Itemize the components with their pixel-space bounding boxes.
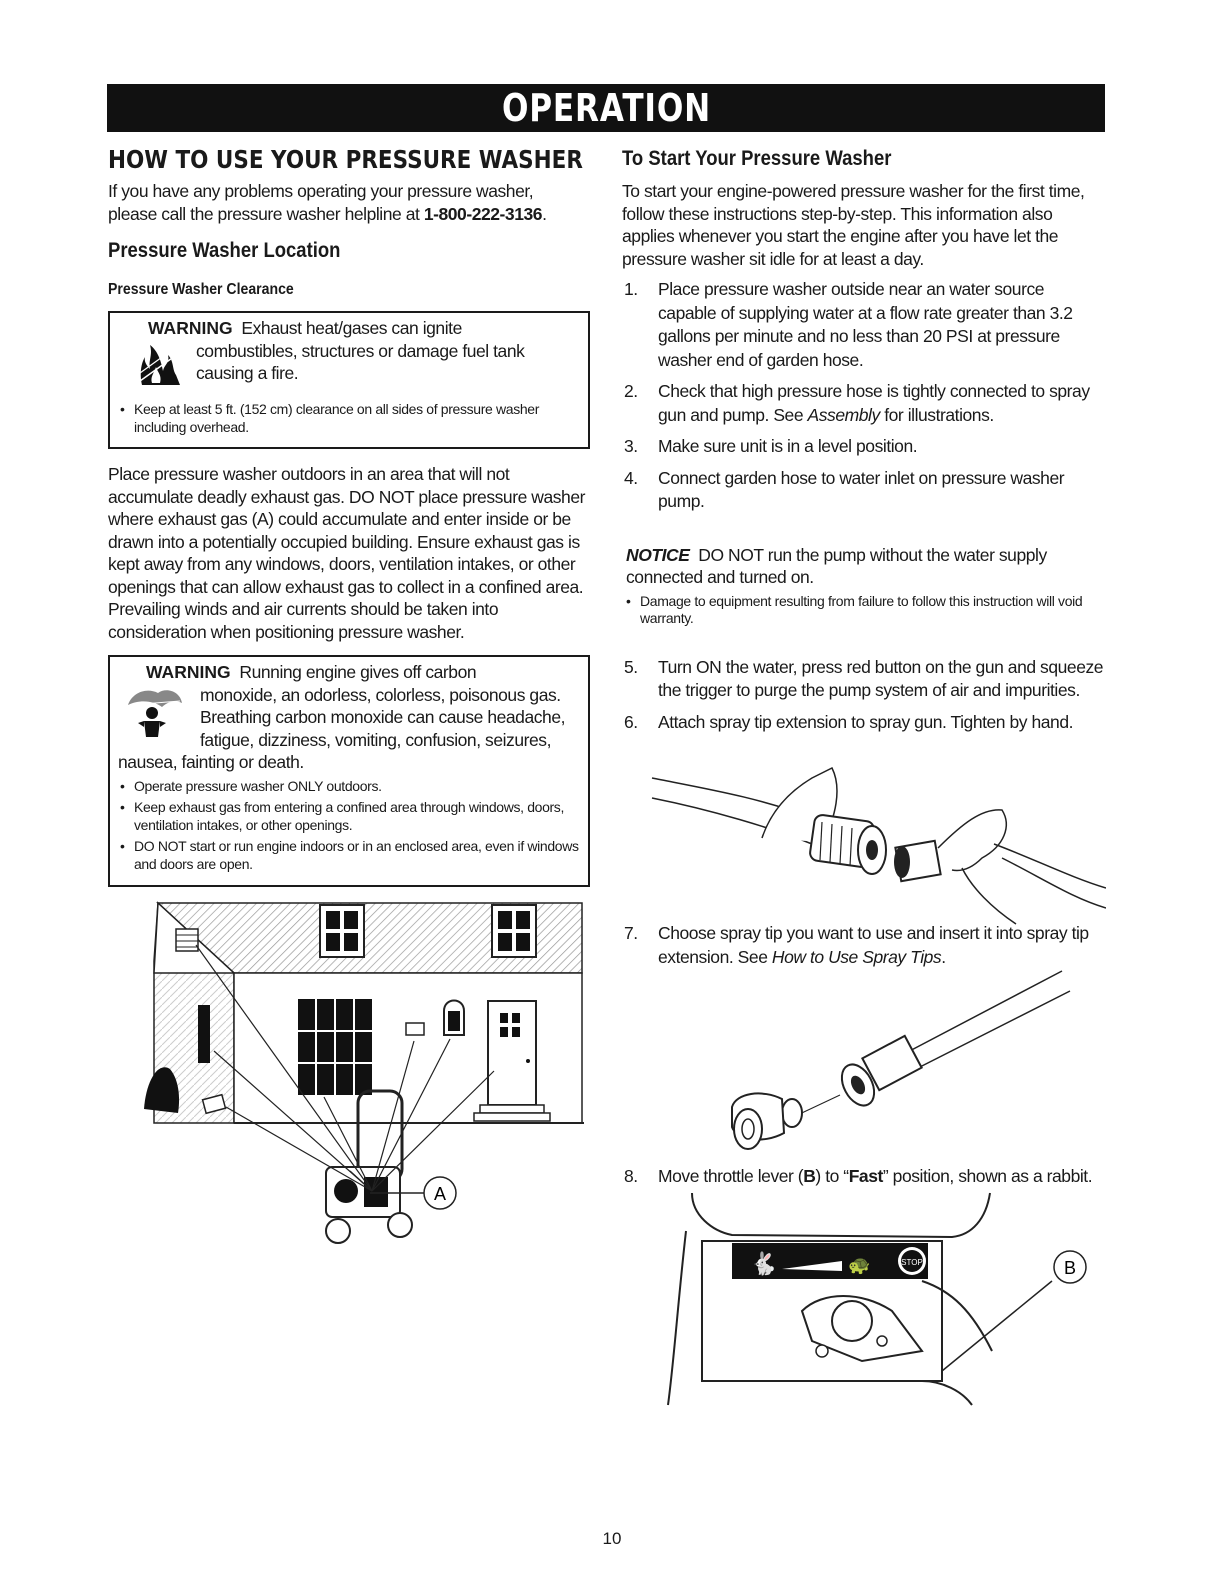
step-number: 5. xyxy=(624,656,638,677)
turtle-icon: 🐢 xyxy=(848,1254,871,1276)
step-number: 1. xyxy=(624,279,638,299)
intro-paragraph xyxy=(108,180,590,225)
step-text: Connect garden hose to water inlet on pressure washer pump. xyxy=(658,467,1065,511)
co-warning-line-2: monoxide, an odorless, colorless, poisonous gas. xyxy=(200,684,561,705)
co-warning-line-5: nausea, fainting or death. xyxy=(118,752,304,772)
fire-warning-line-2: combustibles, structures or damage fuel tank xyxy=(196,340,525,361)
step-item xyxy=(622,711,1106,735)
bullet-item: • DO NOT start or run engine indoors or in an enclosed area, even if windows and doors are open. xyxy=(118,838,580,873)
co-warning-header xyxy=(118,661,580,774)
banner-title: OPERATION xyxy=(501,86,711,130)
start-intro: To start your engine-powered pressure washer for the first time, follow these instructions step-by-step. This information also applies whenever you start the engine after you have let the pressure washer sit idle for at least a day. xyxy=(622,181,1085,269)
step-number: 8. xyxy=(624,1166,638,1186)
right-column xyxy=(622,140,1106,1407)
spray-tip-extension-illustration xyxy=(622,738,1106,928)
location-paragraph: Place pressure washer outdoors in an area that will not accumulate deadly exhaust gas. DO NOT place pressure washer where exhaust gas (A) could accumulate and enter inside or be drawn into a potentially occupied building. Ensure exhaust gas is kept away from any windows, doors, ventilation intakes, or other openings that can allow exhaust gas to collect in a confined area. Prevailing winds and air currents should be taken into consideration when positioning pressure washer. xyxy=(108,464,585,642)
fast-label: Fast xyxy=(848,1166,883,1186)
step-number: 4. xyxy=(624,467,638,488)
helpline-phone: 1-800-222-3136 xyxy=(423,203,543,224)
notice-bullets xyxy=(624,593,1106,628)
fire-warning-line-3: causing a fire. xyxy=(196,363,299,383)
co-warning-line-1: Running engine gives off carbon xyxy=(239,662,477,682)
step-number: 6. xyxy=(624,711,638,732)
steps-list-b xyxy=(622,656,1106,735)
step-text: Turn ON the water, press red button on the gun and squeeze the trigger to purge the pump system of air and impurities. xyxy=(658,656,1104,700)
step-text: Choose spray tip you want to use and insert it into spray tip extension. See xyxy=(658,923,1089,967)
fire-warning-bullets xyxy=(118,401,580,436)
bullet-item: • Damage to equipment resulting from failure to follow this instruction will void warranty. xyxy=(624,593,1106,628)
step-item xyxy=(622,467,1106,514)
intro-line-1: If you have any problems operating your pressure washer, xyxy=(108,181,534,201)
step-item xyxy=(622,380,1106,427)
step-number: 7. xyxy=(624,923,638,943)
step-text: Check that high pressure hose is tightly connected to spray gun and pump. See xyxy=(658,381,1090,425)
callout-b-label: B xyxy=(1063,1257,1077,1278)
step-text-suffix: . xyxy=(941,946,946,967)
toxic-fumes-icon xyxy=(122,683,188,739)
step-text-suffix: for illustrations. xyxy=(879,404,994,425)
step-item xyxy=(622,278,1106,372)
step-7-list xyxy=(622,922,1106,969)
step-text: Place pressure washer outside near an water source capable of supplying water at a flow rate greater than 3.2 gallons per minute and no less than 20 PSI at pressure washer end of garden hose. xyxy=(658,279,1073,370)
section-banner xyxy=(107,84,1105,132)
co-warning-line-4: fatigue, dizziness, vomiting, confusion, seizures, xyxy=(200,729,552,750)
step-item xyxy=(622,435,1106,459)
step-text: ) to “ xyxy=(815,1166,849,1186)
step-text: Move throttle lever ( xyxy=(658,1166,804,1186)
main-heading: HOW TO USE YOUR PRESSURE WASHER xyxy=(108,145,583,174)
dormer-window xyxy=(492,905,536,957)
start-heading: To Start Your Pressure Washer xyxy=(622,147,892,170)
left-column xyxy=(108,140,590,1253)
step-number: 2. xyxy=(624,381,638,401)
page-number: 10 xyxy=(602,1529,622,1548)
step-number: 3. xyxy=(624,436,638,456)
notice-paragraph xyxy=(622,544,1106,589)
step-item xyxy=(622,922,1106,969)
callout-a-label: A xyxy=(433,1184,447,1204)
step-8-list xyxy=(622,1165,1106,1189)
spray-tips-reference: How to Use Spray Tips xyxy=(771,946,942,967)
location-heading: Pressure Washer Location xyxy=(108,239,341,262)
notice-label: NOTICE xyxy=(626,544,690,565)
intro-line-2: please call the pressure washer helpline at xyxy=(108,203,424,224)
warning-label: WARNING xyxy=(148,318,233,338)
step-text: ” position, shown as a rabbit. xyxy=(882,1166,1093,1186)
steps-list-a xyxy=(622,278,1106,514)
bullet-item: • Keep exhaust gas from entering a confined area through windows, doors, ventilation intakes, or other openings. xyxy=(118,799,580,834)
rabbit-icon: 🐇 xyxy=(750,1251,778,1277)
spray-tip-illustration xyxy=(622,967,1106,1157)
step-text: Make sure unit is in a level position. xyxy=(658,436,918,456)
stop-icon-label: STOP xyxy=(901,1257,923,1267)
step-item xyxy=(622,1165,1106,1189)
step-text: Attach spray tip extension to spray gun. Tighten by hand. xyxy=(658,711,1074,732)
fire-warning-box xyxy=(108,311,590,449)
assembly-reference: Assembly xyxy=(807,404,880,425)
notice-text: DO NOT run the pump without the water supply connected and turned on. xyxy=(626,544,1047,587)
fire-hazard-icon xyxy=(136,341,186,387)
clearance-heading: Pressure Washer Clearance xyxy=(108,281,294,298)
fire-warning-header xyxy=(118,317,580,391)
throttle-lever-illustration xyxy=(622,1191,1106,1407)
lever-label: B xyxy=(803,1166,816,1186)
bullet-item: • Keep at least 5 ft. (152 cm) clearance on all sides of pressure washer including overhead. xyxy=(118,401,580,436)
co-warning-line-3: Breathing carbon monoxide can cause headache, xyxy=(200,707,566,727)
warning-label: WARNING xyxy=(146,662,231,682)
house-exhaust-illustration xyxy=(114,901,584,1253)
co-warning-bullets xyxy=(118,778,580,874)
bullet-item: • Operate pressure washer ONLY outdoors. xyxy=(118,778,580,796)
dormer-window xyxy=(320,905,364,957)
intro-period: . xyxy=(542,203,547,224)
fire-warning-line-1: Exhaust heat/gases can ignite xyxy=(241,318,462,338)
front-window xyxy=(298,999,372,1095)
step-item xyxy=(622,656,1106,703)
co-warning-box xyxy=(108,655,590,887)
